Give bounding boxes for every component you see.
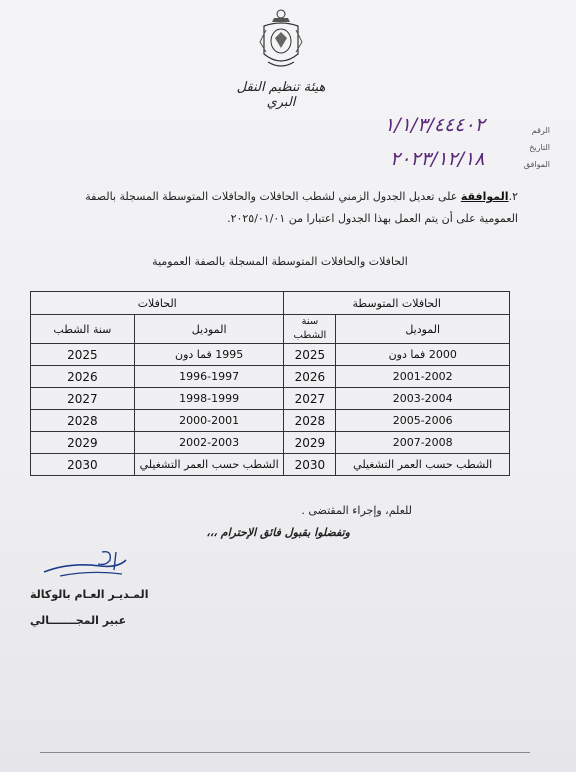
- cell-medium-year: 2030: [284, 454, 336, 476]
- cell-bus-model: 2002-2003: [134, 432, 284, 454]
- removal-schedule-table: [30, 291, 510, 476]
- cell-medium-model: 2005-2006: [336, 410, 510, 432]
- handwritten-ref-number: ١/١/٣/٤٤٤٠٢: [384, 114, 485, 136]
- cell-medium-year: 2029: [284, 432, 336, 454]
- cell-bus-year: 2025: [31, 344, 135, 366]
- cell-medium-model: 2003-2004: [336, 388, 510, 410]
- cell-bus-model: 1995 فما دون: [134, 344, 284, 366]
- coat-of-arms-emblem: [258, 8, 304, 74]
- corresponds-label: الموافق: [523, 160, 550, 169]
- date-label: التاريخ: [529, 143, 550, 152]
- table-row: [31, 366, 510, 388]
- cell-bus-model: 1996-1997: [134, 366, 284, 388]
- handwritten-signature: [40, 548, 130, 578]
- group-header-medium: الحافلات المتوسطة: [284, 292, 510, 315]
- signatory-title: المـديـر العـام بالوكالة: [30, 588, 149, 601]
- cell-medium-model: 2000 فما دون: [336, 344, 510, 366]
- table-column-header-row: [31, 315, 510, 344]
- cell-bus-year: 2028: [31, 410, 135, 432]
- table-row: [31, 388, 510, 410]
- closing-line-2: وتفضلوا بقبول فائق الإحترام ،،،: [206, 526, 350, 539]
- table-row: [31, 410, 510, 432]
- cell-bus-model: الشطب حسب العمر التشغيلي: [134, 454, 284, 476]
- handwritten-date: ٢٠٢٣/١٢/١٨: [390, 148, 485, 170]
- table-row: [31, 454, 510, 476]
- footer-divider: [40, 752, 530, 753]
- item-number: ٢.: [508, 190, 518, 203]
- cell-medium-year: 2025: [284, 344, 336, 366]
- table-row: [31, 432, 510, 454]
- cell-bus-year: 2026: [31, 366, 135, 388]
- closing-line-1: للعلم، وإجراء المقتضى .: [301, 504, 412, 517]
- col-header-bus-model: الموديل: [134, 315, 284, 344]
- cell-medium-model: 2007-2008: [336, 432, 510, 454]
- col-header-bus-year: سنة الشطب: [31, 315, 135, 344]
- cell-medium-model: 2001-2002: [336, 366, 510, 388]
- paragraph-line-1: على تعديل الجدول الزمني لشطب الحافلات والحافلات المتوسطة المسجلة بالصفة: [85, 190, 458, 203]
- cell-bus-year: 2029: [31, 432, 135, 454]
- cell-bus-model: 1998-1999: [134, 388, 284, 410]
- paragraph-line-2: العمومية على أن يتم العمل بهذا الجدول اعتبارا من ٢٠٢٥/٠١/٠١.: [227, 212, 518, 225]
- cell-bus-model: 2000-2001: [134, 410, 284, 432]
- table-row: [31, 344, 510, 366]
- signatory-name: عبير المجـــــــالي: [30, 614, 127, 627]
- cell-medium-model: الشطب حسب العمر التشغيلي: [336, 454, 510, 476]
- agency-name: هيئة تنظيم النقل البري: [236, 80, 326, 110]
- col-header-medium-year-text: سنة الشطب: [293, 316, 327, 341]
- cell-bus-year: 2030: [31, 454, 135, 476]
- approval-word: الموافقة: [460, 190, 509, 203]
- approval-paragraph: [28, 186, 518, 230]
- table-caption: الحافلات والحافلات المتوسطة المسجلة بالصفة العمومية: [152, 255, 408, 268]
- ref-label: الرقم: [531, 126, 550, 135]
- cell-medium-year: 2026: [284, 366, 336, 388]
- cell-medium-year: 2028: [284, 410, 336, 432]
- table-group-header-row: [31, 292, 510, 315]
- cell-medium-year: 2027: [284, 388, 336, 410]
- group-header-buses: الحافلات: [31, 292, 284, 315]
- col-header-medium-model: الموديل: [336, 315, 510, 344]
- col-header-medium-year: [284, 315, 336, 344]
- cell-bus-year: 2027: [31, 388, 135, 410]
